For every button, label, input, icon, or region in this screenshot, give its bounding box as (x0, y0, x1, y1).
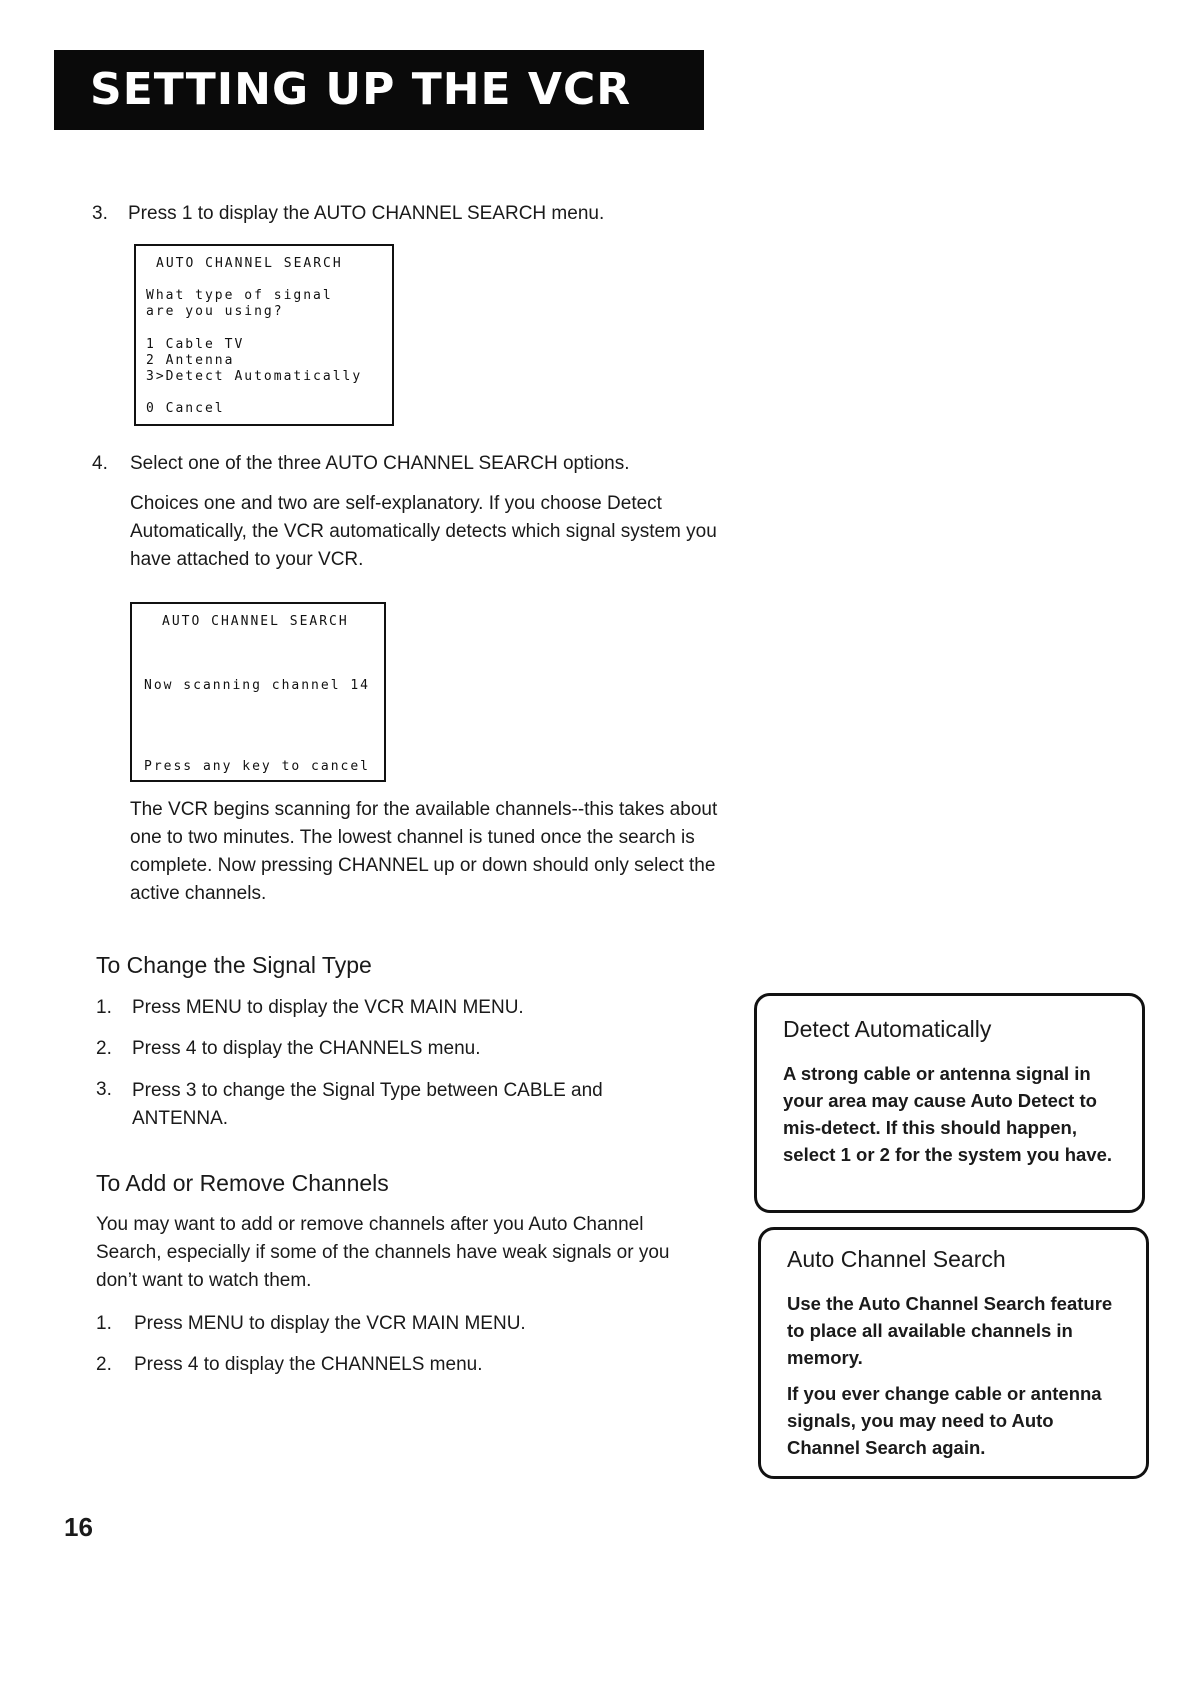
step-text: Press 3 to change the Signal Type between CABLE and ANTENNA. (132, 1080, 603, 1129)
page-number: 16 (64, 1512, 93, 1542)
step-number: 4. (92, 453, 108, 474)
note-text: Use the Auto Channel Search feature to place all available channels in memory. (787, 1293, 1113, 1368)
screen-title: AUTO CHANNEL SEARCH (156, 256, 343, 271)
list-item (96, 1036, 716, 1064)
step-number: 2. (96, 1354, 112, 1375)
add-remove-heading: To Add or Remove Channels (96, 1170, 389, 1196)
screen-question-line-2: are you using? (146, 304, 284, 319)
auto-channel-search-menu-screen (134, 244, 394, 426)
step-text: Press 4 to display the CHANNELS menu. (134, 1354, 483, 1375)
step-text: Select one of the three AUTO CHANNEL SEARCH options. (130, 453, 630, 474)
step-number: 3. (96, 1079, 112, 1100)
section-title: SETTING UP THE VCR (90, 64, 632, 115)
screen-title: AUTO CHANNEL SEARCH (162, 614, 349, 629)
detect-automatically-note (754, 993, 1145, 1213)
note-title: Detect Automatically (783, 1016, 992, 1042)
step-4 (92, 451, 692, 479)
note-text: If you ever change cable or antenna signals, you may need to Auto Channel Search again. (787, 1383, 1102, 1458)
auto-channel-search-note (758, 1227, 1149, 1479)
add-remove-intro: You may want to add or remove channels after you Auto Channel Search, especially if some of the channels have weak signals or you don’t want to watch them. (96, 1214, 670, 1291)
step-4-detail: Choices one and two are self-explanatory. If you choose Detect Automatically, the VCR automatically detects which signal system you have attached to your VCR. (130, 493, 717, 570)
step-text: Press MENU to display the VCR MAIN MENU. (132, 997, 524, 1018)
list-item (96, 995, 716, 1023)
screen-scan-status: Now scanning channel 14 (144, 678, 371, 693)
step-3 (92, 201, 692, 229)
list-item (96, 1077, 716, 1133)
step-number: 1. (96, 997, 112, 1018)
screen-question-line-1: What type of signal (146, 288, 333, 303)
section-header-banner (54, 50, 704, 130)
note-text: A strong cable or antenna signal in your area may cause Auto Detect to mis-detect. If this should happen, select 1 or 2 for the system you have. (783, 1063, 1113, 1165)
scanning-screen (130, 602, 386, 782)
list-item (96, 1311, 716, 1339)
screen-option-antenna: 2 Antenna (146, 353, 235, 368)
screen-cancel-hint: Press any key to cancel (144, 759, 371, 774)
change-signal-heading: To Change the Signal Type (96, 952, 372, 978)
step-text: Press 1 to display the AUTO CHANNEL SEARCH menu. (128, 203, 605, 224)
list-item (96, 1352, 716, 1380)
screen-option-cancel: 0 Cancel (146, 401, 225, 416)
screen-option-cable: 1 Cable TV (146, 337, 245, 352)
screen-option-detect: 3>Detect Automatically (146, 369, 363, 384)
note-title: Auto Channel Search (787, 1246, 1006, 1272)
step-number: 3. (92, 203, 108, 224)
step-number: 1. (96, 1313, 112, 1334)
step-number: 2. (96, 1038, 112, 1059)
scan-description: The VCR begins scanning for the available channels--this takes about one to two minutes. The lowest channel is tuned once the search is complete. Now pressing CHANNEL up or down should only select the active channels. (130, 799, 718, 904)
step-text: Press MENU to display the VCR MAIN MENU. (134, 1313, 526, 1334)
step-text: Press 4 to display the CHANNELS menu. (132, 1038, 481, 1059)
